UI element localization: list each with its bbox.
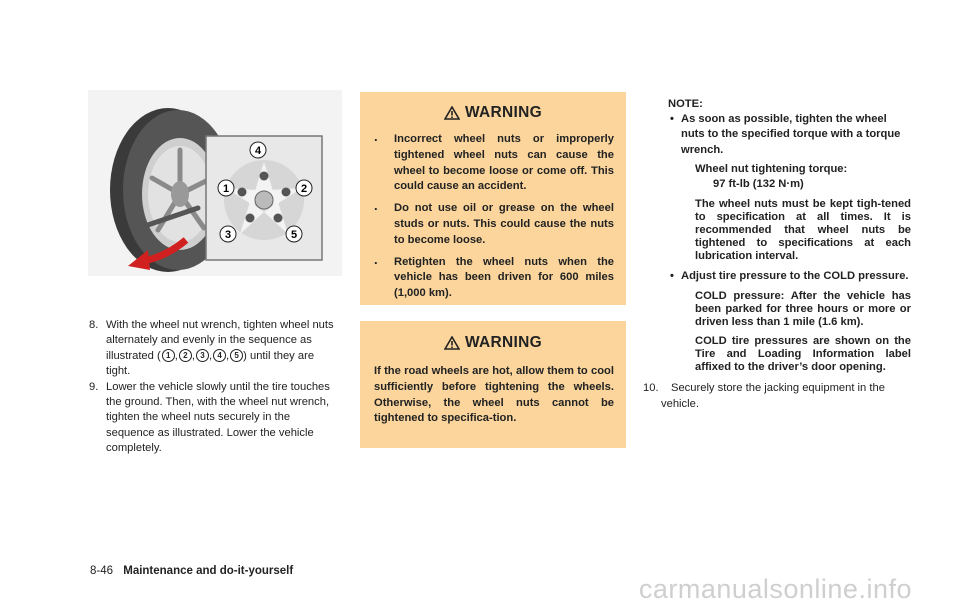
wheel-nut-sequence-illustration <box>88 90 342 276</box>
nut-label-2: 2 <box>300 183 308 195</box>
step-10 <box>643 381 911 411</box>
warning-item: . Do not use oil or grease on the wheel studs or nuts. This could cause the nuts to become loose. <box>374 201 614 248</box>
warning-title: WARNING <box>464 334 542 351</box>
procedure-steps <box>89 318 340 457</box>
circled-number: 2 <box>179 349 192 362</box>
warning-heading <box>360 333 626 353</box>
step-number: 8. <box>89 319 99 331</box>
bullet-dot: • <box>670 270 674 283</box>
circled-number: 5 <box>230 349 243 362</box>
step-9 <box>89 380 340 457</box>
nut-label-3: 3 <box>224 229 232 241</box>
notes-column <box>643 97 911 412</box>
warning-item: . Incorrect wheel nuts or improperly tightened wheel nuts can cause the wheel to become loose or come off. This could cause an accident. <box>374 132 614 195</box>
note-bullet-text: Adjust tire pressure to the COLD pressure. <box>681 270 909 283</box>
step-8: 8. With the wheel nut wrench, tighten wheel nuts alternately and evenly in the sequence as illustrated ( 1 , 2 , 3 , 4 , 5 ) until they are tight. <box>89 319 334 378</box>
circled-number: 4 <box>213 349 226 362</box>
warning-text: If the road wheels are hot, allow them to cool sufficiently before tightening the wheels. Otherwise, the wheel nuts cannot be tightened to specifica-tion. <box>374 365 614 425</box>
warning-triangle-icon <box>444 106 460 120</box>
step-number: 9. <box>89 380 99 393</box>
warning-item: . Retighten the wheel nuts when the vehicle has been driven for 600 miles (1,000 km). <box>374 255 614 302</box>
page-number: 8-46 <box>90 565 114 577</box>
nut-label-1: 1 <box>222 183 230 195</box>
page-footer <box>90 565 293 577</box>
nut-label-4: 4 <box>254 145 262 157</box>
note-bullet-1 <box>643 112 911 158</box>
circled-number: 1 <box>162 349 175 362</box>
warning-title: WARNING <box>464 104 542 121</box>
bullet-dot: • <box>670 113 674 126</box>
note-bullet-text: As soon as possible, tighten the wheel nuts to the specified torque with a torque wrench. <box>681 113 901 156</box>
warning-list <box>374 132 614 302</box>
step-number: 10. <box>643 382 659 395</box>
circled-number: 3 <box>196 349 209 362</box>
warning-triangle-icon <box>444 336 460 350</box>
warning-box-2 <box>360 321 626 448</box>
step-text: Securely store the jacking equipment in the vehicle. <box>661 382 885 410</box>
watermark: carmanualsonline.info <box>638 574 912 604</box>
step-text-end: ) until they are tight. <box>106 349 315 378</box>
warning-heading <box>360 103 626 123</box>
note-title: NOTE: <box>668 98 703 110</box>
note-paragraph: The wheel nuts must be kept tigh-tened to specification at all times. It is recommended that wheel nuts be tightened to specifications at each lubrication interval. <box>695 198 911 263</box>
nut-label-5: 5 <box>290 229 298 241</box>
torque-label: Wheel nut tightening torque: <box>695 162 848 175</box>
note-bullet-2 <box>643 269 911 284</box>
section-title: Maintenance and do-it-yourself <box>123 565 294 577</box>
step-text: Lower the vehicle slowly until the tire touches the ground. Then, with the wheel nut wrench, tighten the wheel nuts securely in the sequence as illustrated. Lower the vehicle completely. <box>106 380 330 455</box>
step-text: With the wheel nut wrench, tighten wheel nuts alternately and evenly in the sequence as illustrated ( <box>106 319 334 362</box>
note-paragraph: COLD pressure: After the vehicle has been parked for three hours or more or driven less than 1 mile (1.6 km). <box>695 290 911 329</box>
note-paragraph: COLD tire pressures are shown on the Tire and Loading Information label affixed to the driver’s door opening. <box>695 335 911 374</box>
torque-value: 97 ft-lb (132 N·m) <box>713 178 804 191</box>
warning-box-1 <box>360 92 626 305</box>
wheel-illustration-svg <box>88 90 342 276</box>
